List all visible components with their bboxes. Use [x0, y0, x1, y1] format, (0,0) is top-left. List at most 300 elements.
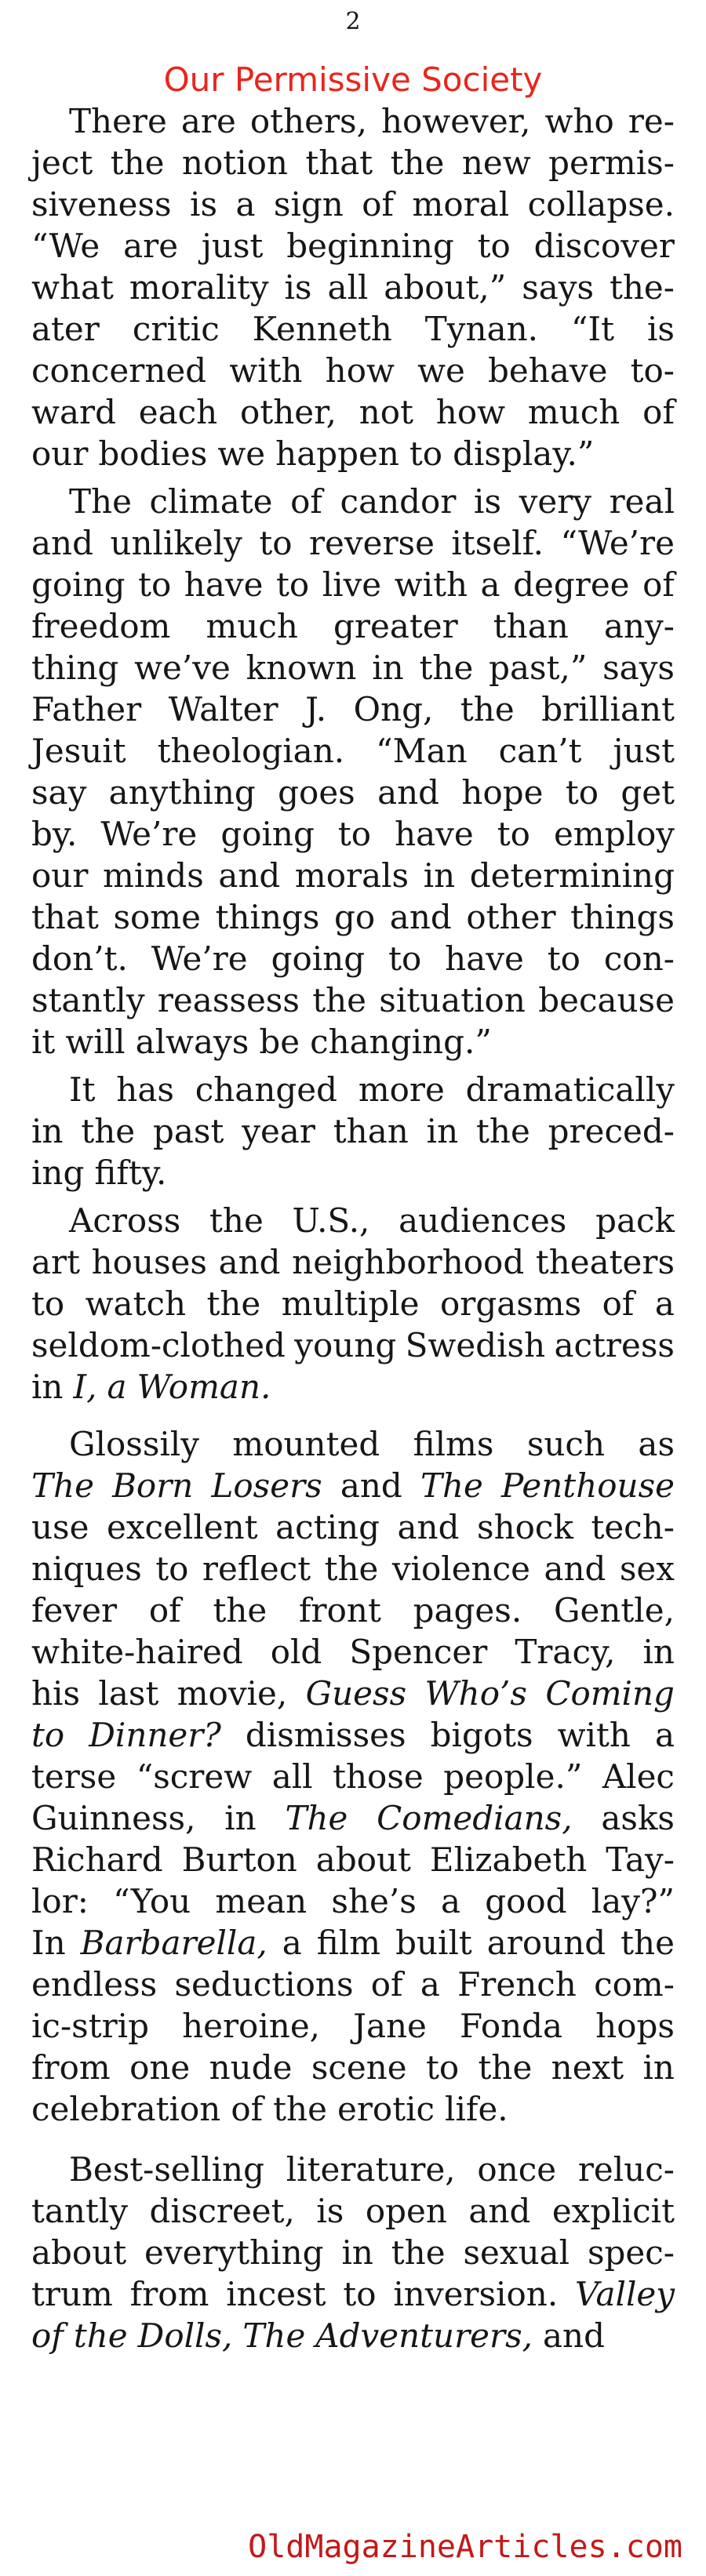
- word: Across: [69, 1201, 181, 1240]
- word: some: [113, 898, 201, 936]
- word: freedom: [31, 607, 171, 645]
- word: of: [602, 1284, 635, 1323]
- text-line: [31, 2047, 675, 2088]
- word: the: [478, 2048, 533, 2087]
- text-line: [31, 1241, 675, 1283]
- word: all: [327, 268, 369, 307]
- text-line: [31, 564, 675, 605]
- word: Elizabeth: [429, 1840, 588, 1879]
- word: to-: [630, 351, 675, 390]
- text-line: [31, 1423, 675, 1465]
- paragraph-spacer: [31, 2130, 675, 2149]
- word: the: [390, 144, 445, 182]
- word: J.: [305, 690, 327, 728]
- word: erotic: [337, 2090, 435, 2128]
- text-line: [31, 350, 675, 391]
- text-line: [31, 772, 675, 813]
- word: Woman.: [136, 1368, 271, 1406]
- word: to: [547, 939, 580, 978]
- word: French: [457, 1965, 577, 2004]
- word: has: [116, 1070, 174, 1109]
- word: We’re: [100, 815, 198, 853]
- text-line: [31, 142, 675, 183]
- word: in: [642, 1633, 675, 1671]
- word: live: [322, 565, 382, 604]
- word: year: [242, 1112, 315, 1150]
- word: art: [31, 1243, 80, 1281]
- word: our: [31, 856, 89, 895]
- word: Penthouse: [501, 1466, 675, 1505]
- word: the: [419, 649, 474, 687]
- word: “It: [571, 310, 614, 348]
- word: lor:: [31, 1882, 89, 1920]
- word: heroine,: [182, 2007, 321, 2045]
- word: candor: [340, 482, 457, 521]
- word: critic: [132, 310, 220, 348]
- word: com-: [594, 1965, 675, 2004]
- word: in: [423, 856, 456, 895]
- paragraph: [31, 100, 675, 474]
- word: other,: [240, 393, 337, 431]
- word: around: [486, 1924, 606, 1962]
- word: the: [391, 2233, 446, 2272]
- paragraph: [31, 2149, 675, 2356]
- word: neighborhood: [292, 1243, 525, 1281]
- word: in: [341, 2233, 373, 2272]
- word: niques: [31, 1550, 142, 1588]
- word: acting: [275, 1508, 380, 1546]
- text-line: [31, 647, 675, 689]
- word: in: [31, 1112, 64, 1150]
- word: life.: [445, 2090, 508, 2128]
- word: The: [420, 1466, 483, 1505]
- word: a: [480, 565, 500, 604]
- word: nude: [209, 2048, 293, 2087]
- word: Best-selling: [69, 2150, 264, 2189]
- word: Dinner?: [89, 1716, 221, 1754]
- word: Kenneth: [252, 310, 392, 348]
- word: Dolls,: [137, 2316, 233, 2355]
- paragraph: [31, 1069, 675, 1194]
- word: ward: [31, 393, 116, 431]
- word: very: [519, 482, 591, 521]
- word: next: [551, 2048, 624, 2087]
- word: all: [271, 1757, 313, 1796]
- word: discreet,: [149, 2192, 295, 2230]
- word: to: [337, 815, 372, 853]
- text-line: [31, 1506, 675, 1548]
- word: We’re: [151, 939, 248, 978]
- word: each: [138, 393, 218, 431]
- word: the: [81, 1112, 136, 1150]
- word: itself.: [451, 524, 544, 562]
- text-line: [31, 267, 675, 308]
- word: goes: [278, 773, 355, 812]
- paragraph: [31, 1200, 675, 1408]
- word: young: [294, 1326, 397, 1364]
- word: a: [440, 1882, 461, 1920]
- word: pages.: [413, 1591, 522, 1630]
- word: of: [362, 185, 395, 223]
- text-line: [31, 1756, 675, 1797]
- word: The: [285, 1799, 348, 1837]
- word: the-: [610, 268, 675, 307]
- word: people.”: [443, 1757, 583, 1796]
- text-line: [31, 1673, 675, 1714]
- word: lay?”: [591, 1882, 675, 1920]
- word: those: [333, 1757, 424, 1796]
- word: beginning: [286, 227, 454, 265]
- word: any-: [603, 607, 675, 645]
- paragraph-spacer: [31, 1408, 675, 1423]
- word: degree: [513, 565, 630, 604]
- text-line: [31, 730, 675, 772]
- text-line: [31, 481, 675, 522]
- word: to: [409, 434, 443, 473]
- word: she’s: [331, 1882, 417, 1920]
- word: concerned: [31, 351, 207, 390]
- word: front: [299, 1591, 381, 1630]
- word: reverse: [308, 524, 435, 562]
- word: how: [325, 351, 395, 390]
- word: tech-: [591, 1508, 675, 1546]
- word: going: [31, 565, 126, 604]
- word: the: [273, 2090, 327, 2128]
- word: ater: [31, 310, 100, 348]
- word: about: [315, 1840, 411, 1879]
- word: watch: [85, 1284, 187, 1323]
- word: Spencer: [349, 1633, 488, 1671]
- word: just: [613, 732, 675, 770]
- word: to: [31, 1716, 65, 1754]
- word: be: [259, 1023, 300, 1061]
- text-line: [31, 855, 675, 896]
- word: go: [334, 898, 376, 936]
- word: bodies: [98, 434, 208, 473]
- paragraph: [31, 1423, 675, 2130]
- text-line: [31, 1200, 675, 1241]
- word: by.: [31, 815, 78, 853]
- paragraph-spacer: [31, 1063, 675, 1069]
- word: unlikely: [110, 524, 242, 562]
- word: I,: [73, 1368, 97, 1406]
- text-line: [31, 1324, 675, 1366]
- word: fever: [31, 1591, 118, 1630]
- word: than: [493, 607, 569, 645]
- text-line: [31, 1922, 675, 1964]
- word: that: [31, 898, 99, 936]
- word: In: [31, 1924, 66, 1962]
- word: minds: [103, 856, 204, 895]
- word: much: [206, 607, 298, 645]
- word: who: [544, 102, 614, 140]
- word: theaters: [535, 1243, 675, 1281]
- text-line: [31, 896, 675, 938]
- text-line: [31, 979, 675, 1021]
- word: excellent: [107, 1508, 258, 1546]
- word: we: [217, 434, 266, 473]
- word: built: [395, 1924, 472, 1962]
- word: and: [543, 2316, 605, 2355]
- word: is: [474, 482, 502, 521]
- word: It: [69, 1070, 96, 1109]
- word: ic-strip: [31, 2007, 149, 2045]
- word: going: [220, 815, 315, 853]
- word: once: [477, 2150, 557, 2189]
- word: scene: [311, 2048, 407, 2087]
- word: of: [290, 482, 322, 521]
- word: climate: [149, 482, 273, 521]
- word: U.S.,: [292, 1201, 370, 1240]
- word: seldom-clothed: [31, 1326, 286, 1364]
- word: inversion.: [393, 2275, 559, 2313]
- word: brilliant: [541, 690, 675, 728]
- word: film: [316, 1924, 381, 1962]
- word: going: [271, 939, 366, 978]
- word: Comedians,: [377, 1799, 573, 1837]
- word: as: [638, 1425, 675, 1463]
- word: and: [31, 524, 93, 562]
- word: thing: [31, 649, 119, 687]
- article-headline: Our Permissive Society: [163, 60, 543, 99]
- word: and: [377, 773, 440, 812]
- word: permis-: [548, 144, 675, 182]
- word: Jane: [353, 2007, 427, 2045]
- text-line: [31, 1548, 675, 1590]
- text-line: [31, 2315, 675, 2356]
- word: mounted: [232, 1425, 380, 1463]
- word: terse: [31, 1757, 117, 1796]
- word: pack: [595, 1201, 675, 1240]
- word: is: [284, 268, 312, 307]
- word: ing: [31, 1154, 85, 1192]
- word: of: [148, 1591, 181, 1630]
- word: reluc-: [577, 2150, 675, 2189]
- word: Walter: [168, 690, 278, 728]
- word: says: [522, 268, 595, 307]
- word: determining: [469, 856, 675, 895]
- word: Losers: [211, 1466, 322, 1505]
- article-body: [31, 100, 675, 2356]
- word: Tracy,: [515, 1633, 616, 1671]
- word: movie,: [176, 1674, 288, 1713]
- word: open: [365, 2192, 447, 2230]
- word: the: [209, 1201, 264, 1240]
- word: Fonda: [459, 2007, 563, 2045]
- word: employ: [553, 815, 675, 853]
- word: says: [602, 649, 675, 687]
- page-number: 2: [345, 8, 361, 35]
- text-line: [31, 1110, 675, 1152]
- word: good: [485, 1882, 567, 1920]
- word: to: [477, 227, 511, 265]
- word: spec-: [587, 2233, 675, 2272]
- word: however,: [380, 102, 531, 140]
- text-line: [31, 2232, 675, 2273]
- word: dramatically: [465, 1070, 675, 1109]
- word: literature,: [286, 2150, 456, 2189]
- word: to: [343, 2275, 377, 2313]
- word: con-: [603, 939, 675, 978]
- word: morals: [294, 856, 409, 895]
- word: use: [31, 1508, 89, 1546]
- word: stantly: [31, 981, 145, 1019]
- word: trum: [31, 2275, 113, 2313]
- word: it: [31, 1023, 56, 1061]
- word: the: [460, 690, 515, 728]
- word: happen: [275, 434, 399, 473]
- paragraph-spacer: [31, 474, 675, 481]
- word: we: [417, 351, 465, 390]
- word: “We: [31, 227, 100, 265]
- text-line: [31, 1590, 675, 1631]
- text-line: [31, 2190, 675, 2232]
- text-line: [31, 1964, 675, 2005]
- text-line: [31, 1880, 675, 1922]
- word: Guess: [305, 1674, 407, 1713]
- word: of: [370, 1965, 403, 2004]
- text-line: [31, 2273, 675, 2315]
- word: such: [526, 1425, 606, 1463]
- word: our: [31, 434, 89, 473]
- word: real: [609, 482, 675, 521]
- text-line: [31, 391, 675, 433]
- word: the: [324, 1550, 379, 1588]
- text-line: [31, 308, 675, 350]
- text-line: [31, 1797, 675, 1839]
- word: past,”: [489, 649, 588, 687]
- word: hops: [595, 2007, 675, 2045]
- word: “You: [113, 1882, 191, 1920]
- word: Ong,: [353, 690, 434, 728]
- word: “We’re: [560, 524, 675, 562]
- word: anything: [108, 773, 256, 812]
- word: a: [235, 185, 256, 223]
- word: re-: [628, 102, 675, 140]
- word: more: [358, 1070, 445, 1109]
- word: others,: [249, 102, 367, 140]
- word: The: [242, 2316, 306, 2355]
- word: asks: [601, 1799, 675, 1837]
- word: Glossily: [69, 1425, 199, 1463]
- word: Father: [31, 690, 142, 728]
- text-line: [31, 1069, 675, 1110]
- text-line: [31, 183, 675, 225]
- word: say: [31, 773, 87, 812]
- word: are: [123, 227, 179, 265]
- word: mean: [215, 1882, 308, 1920]
- word: things: [215, 898, 320, 936]
- word: with: [557, 1716, 631, 1754]
- word: about,”: [384, 268, 507, 307]
- word: a: [654, 1716, 675, 1754]
- word: multiple: [281, 1284, 420, 1323]
- word: we’ve: [134, 649, 231, 687]
- word: can’t: [498, 732, 582, 770]
- word: a: [282, 1924, 302, 1962]
- word: about: [31, 2233, 127, 2272]
- word: to: [259, 524, 293, 562]
- word: to: [565, 773, 599, 812]
- text-line: [31, 1714, 675, 1756]
- word: Valley: [575, 2275, 675, 2313]
- word: of: [642, 393, 675, 431]
- text-line: [31, 1152, 675, 1194]
- word: from: [129, 2275, 209, 2313]
- word: his: [31, 1674, 81, 1713]
- word: with: [229, 351, 303, 390]
- text-line: [31, 813, 675, 855]
- text-line: [31, 689, 675, 730]
- word: explicit: [551, 2192, 675, 2230]
- word: There: [69, 102, 167, 140]
- word: seductions: [174, 1965, 354, 2004]
- text-line: [31, 1283, 675, 1324]
- word: of: [31, 2316, 64, 2355]
- word: past: [153, 1112, 224, 1150]
- word: of: [642, 565, 675, 604]
- word: moral: [412, 185, 510, 223]
- word: to: [388, 939, 422, 978]
- word: have: [445, 939, 524, 978]
- word: Jesuit: [31, 732, 126, 770]
- word: the: [73, 2316, 128, 2355]
- word: a: [654, 1284, 675, 1323]
- word: to: [31, 1284, 65, 1323]
- text-line: [31, 2088, 675, 2130]
- word: always: [135, 1023, 249, 1061]
- word: don’t.: [31, 939, 128, 978]
- word: in: [224, 1799, 257, 1837]
- word: a: [420, 1965, 440, 2004]
- word: shock: [477, 1508, 573, 1546]
- word: The: [69, 482, 132, 521]
- word: Burton: [181, 1840, 297, 1879]
- word: of: [231, 2090, 264, 2128]
- word: Who’s: [424, 1674, 527, 1713]
- source-watermark: [0, 2527, 706, 2567]
- word: have: [395, 815, 474, 853]
- word: Alec: [602, 1757, 675, 1796]
- text-line: [31, 2149, 675, 2190]
- word: to: [497, 815, 530, 853]
- word: Barbarella,: [80, 1924, 267, 1962]
- word: hope: [461, 773, 544, 812]
- word: Swedish: [405, 1326, 546, 1364]
- word: films: [413, 1425, 494, 1463]
- word: and: [340, 1466, 402, 1505]
- source-watermark-text: OldMagazineArticles.com: [248, 2529, 682, 2565]
- text-line: [31, 1021, 675, 1063]
- word: theologian.: [157, 732, 345, 770]
- text-line: [31, 100, 675, 142]
- word: the: [312, 981, 366, 1019]
- word: endless: [31, 1965, 158, 2004]
- word: to: [155, 1550, 189, 1588]
- word: just: [201, 227, 264, 265]
- word: “screw: [136, 1757, 253, 1796]
- word: things: [570, 898, 675, 936]
- word: Guinness,: [31, 1799, 196, 1837]
- word: Coming: [545, 1674, 675, 1713]
- word: will: [65, 1023, 126, 1061]
- word: display.”: [453, 434, 595, 473]
- word: everything: [144, 2233, 324, 2272]
- text-line: [31, 1631, 675, 1673]
- word: Tynan.: [424, 310, 539, 348]
- word: that: [305, 144, 373, 182]
- word: is: [647, 310, 675, 348]
